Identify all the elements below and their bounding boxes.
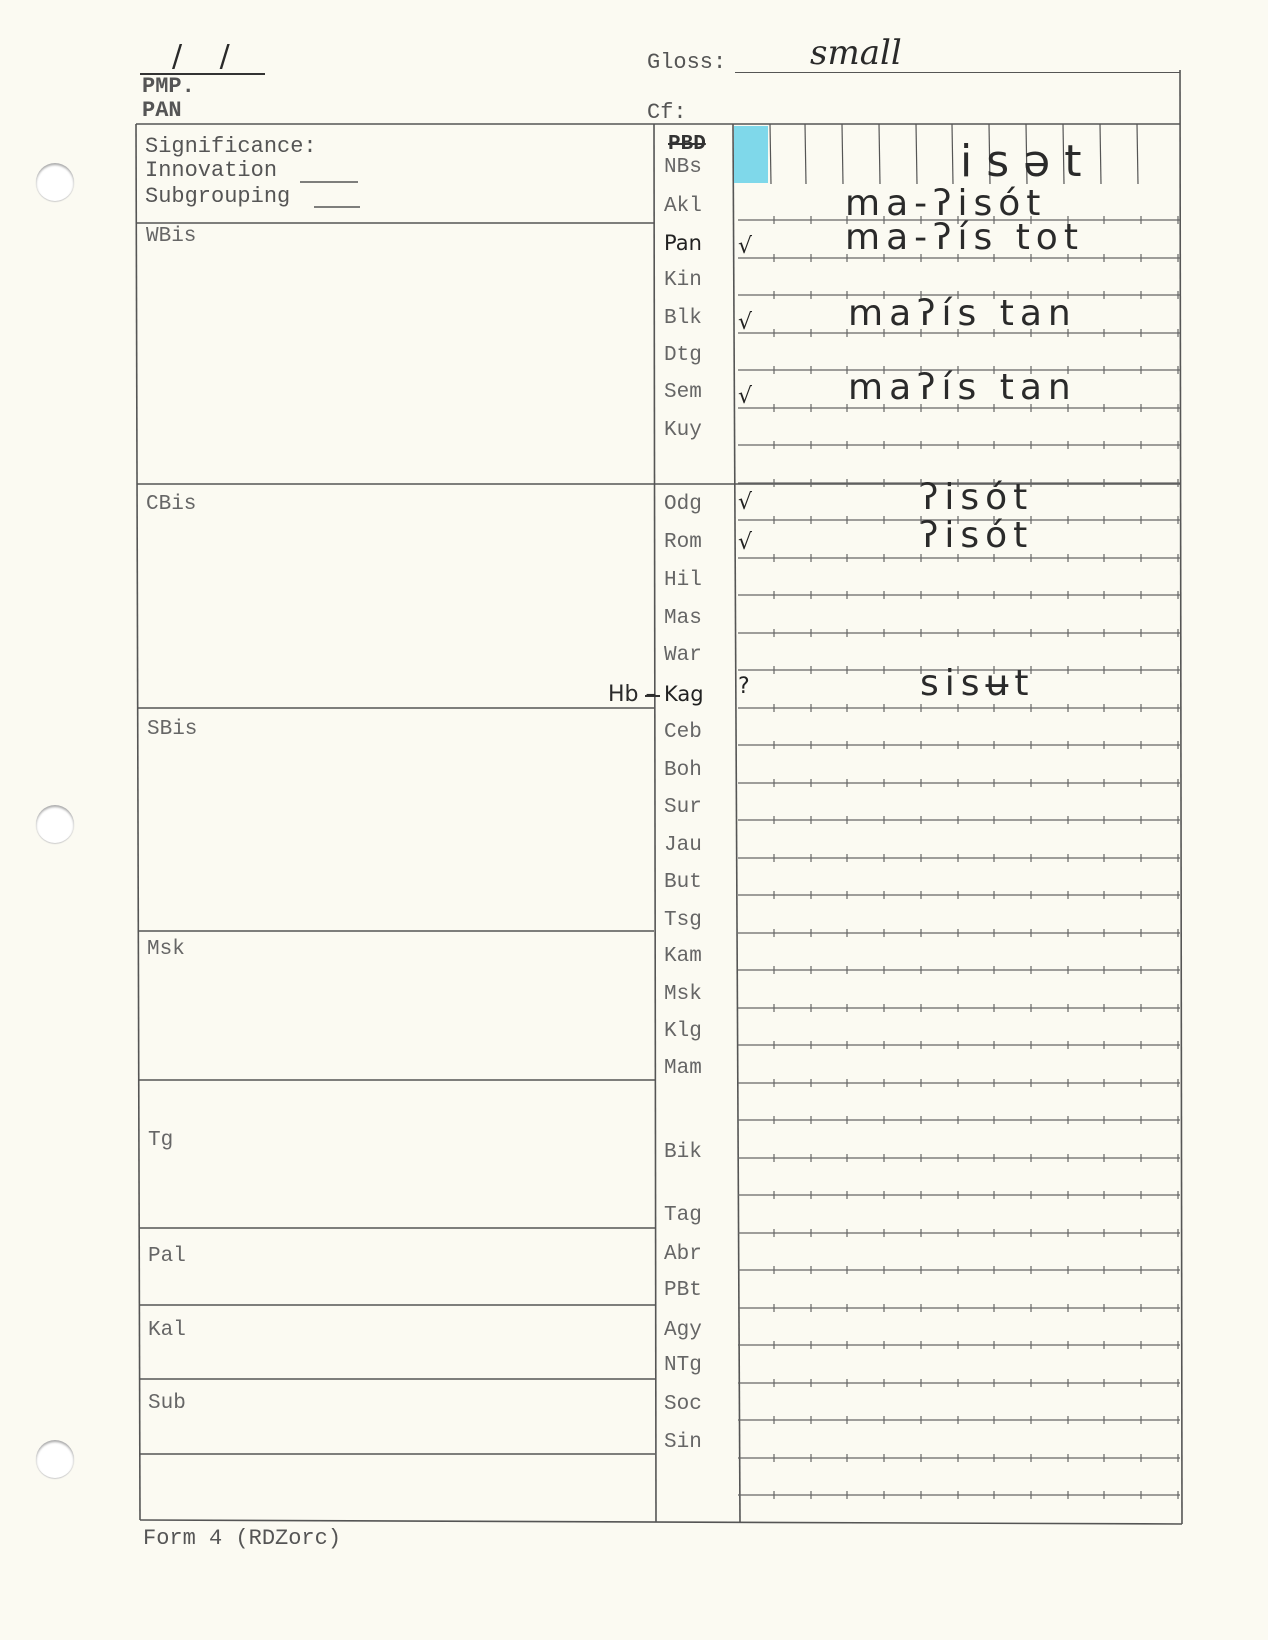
language-code: Hil <box>664 569 702 592</box>
reflex-form: sisʉt <box>920 663 1035 704</box>
language-code: Ceb <box>664 721 702 744</box>
row-check: √ <box>738 234 753 259</box>
language-code: Tag <box>664 1204 702 1227</box>
section-label: Pal <box>148 1245 186 1268</box>
language-code: Mas <box>664 607 702 630</box>
row-check: √ <box>738 384 753 409</box>
language-code: NTg <box>664 1354 702 1377</box>
reflex-form: ʔisót <box>920 515 1034 556</box>
language-code: Sin <box>664 1431 702 1454</box>
reflex-form: ma-ʔís tot <box>845 217 1084 258</box>
significance-title: Significance: <box>145 134 317 159</box>
section-label: WBis <box>146 225 197 248</box>
reflex-form: maʔís tan <box>848 293 1077 334</box>
date-marks: / / <box>172 39 244 74</box>
language-code: Msk <box>664 983 702 1006</box>
reflex-form: isət <box>960 136 1096 187</box>
language-code: Abr <box>664 1243 702 1266</box>
row-check: √ <box>738 490 753 515</box>
reflex-form: ma-ʔisót <box>845 183 1047 224</box>
language-code: Pan <box>664 231 702 255</box>
section-label: Kal <box>148 1319 186 1342</box>
kag-note: Hb – <box>608 682 657 707</box>
gloss-label: Gloss: <box>647 50 727 75</box>
language-code: Blk <box>664 307 702 330</box>
form-footer: Form 4 (RDZorc) <box>143 1526 342 1551</box>
innovation-label: Innovation <box>145 158 278 183</box>
language-code: Soc <box>664 1393 702 1416</box>
language-code: Jau <box>664 834 702 857</box>
language-code: Kin <box>664 269 702 292</box>
section-label: CBis <box>146 493 197 516</box>
language-code: Dtg <box>664 344 702 367</box>
language-code: PBD <box>668 133 706 156</box>
gloss-value: small <box>810 33 902 73</box>
language-code: Akl <box>664 195 702 218</box>
section-label: SBis <box>147 718 198 741</box>
language-code: Mam <box>664 1057 702 1080</box>
language-code: War <box>664 644 702 667</box>
section-label: Msk <box>147 938 185 961</box>
language-code: Odg <box>664 493 702 516</box>
language-code: Kag <box>664 682 704 706</box>
language-code: Kuy <box>664 419 702 442</box>
language-code: Tsg <box>664 909 702 932</box>
row-check: √ <box>738 310 753 335</box>
language-code: Agy <box>664 1319 702 1342</box>
row-check: √ <box>738 530 753 555</box>
language-code: Boh <box>664 759 702 782</box>
language-code: NBs <box>664 156 702 179</box>
reflex-form: ʔisót <box>920 477 1034 518</box>
pmp-label: PMP. <box>142 74 195 99</box>
language-code: Sem <box>664 381 702 404</box>
section-label: Sub <box>148 1392 186 1415</box>
language-code: Bik <box>664 1141 702 1164</box>
language-code: Sur <box>664 796 702 819</box>
language-code: But <box>664 871 702 894</box>
language-code: Klg <box>664 1020 702 1043</box>
section-label: Tg <box>148 1129 174 1152</box>
row-check: ? <box>738 674 750 699</box>
reflex-form: maʔís tan <box>848 367 1077 408</box>
subgrouping-label: Subgrouping <box>145 184 291 209</box>
language-code: PBt <box>664 1279 702 1302</box>
language-code: Rom <box>664 531 702 554</box>
language-code: Kam <box>664 945 702 968</box>
pan-label: PAN <box>142 98 182 123</box>
cf-label: Cf: <box>647 100 687 125</box>
